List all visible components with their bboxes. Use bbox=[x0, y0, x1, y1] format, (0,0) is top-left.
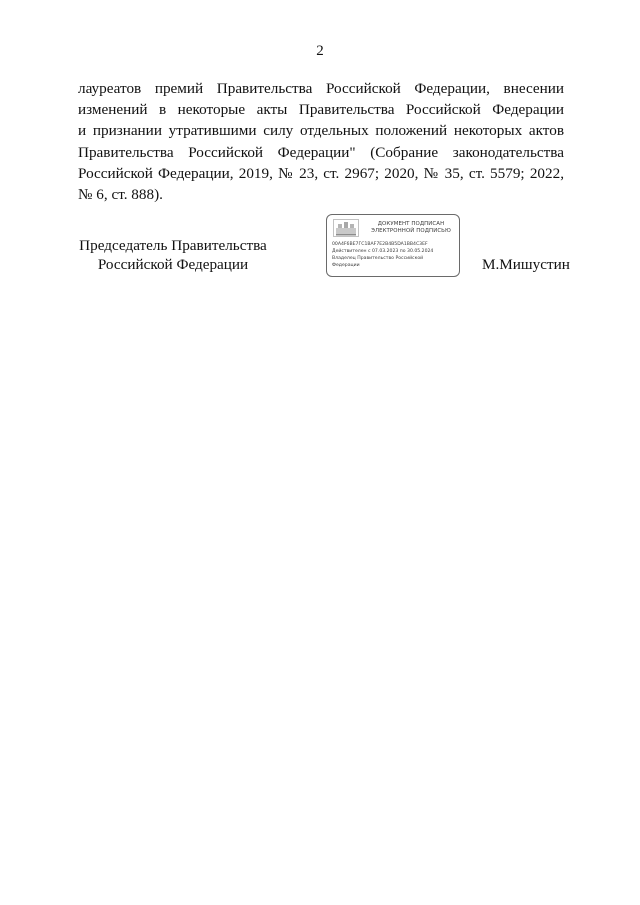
signatory-position-line: Российской Федерации bbox=[97, 256, 249, 273]
page-number: 2 bbox=[316, 43, 324, 59]
e-signature-stamp bbox=[326, 214, 460, 277]
body-line: лауреатов премий Правительства Российской Федерации, внесении bbox=[78, 80, 564, 97]
stamp-certificate: 00A4F6BE7ГС1BAF7E2B4B5DA1BB4C3EF bbox=[332, 242, 428, 247]
state-emblem-icon bbox=[333, 219, 359, 237]
body-line: и признании утратившими силу отдельных положений некоторых актов bbox=[78, 122, 564, 140]
body-line: Правительства Российской Федерации" (Собрание законодательства bbox=[78, 143, 564, 161]
stamp-owner: Владелец Правительство Российской bbox=[332, 256, 424, 261]
signer-name: М.Мишустин bbox=[482, 256, 570, 273]
signatory-position bbox=[78, 236, 268, 274]
stamp-owner: Федерации bbox=[332, 263, 360, 268]
body-paragraph bbox=[78, 78, 564, 205]
body-line: изменений в некоторые акты Правительства Российской Федерации bbox=[78, 101, 564, 119]
stamp-title-line: ДОКУМЕНТ ПОДПИСАН bbox=[377, 221, 445, 227]
stamp-details bbox=[332, 241, 457, 269]
stamp-title-line: ЭЛЕКТРОННОЙ ПОДПИСЬЮ bbox=[371, 228, 451, 234]
body-line: № 6, ст. 888). bbox=[78, 186, 163, 204]
signatory-position-line: Председатель Правительства bbox=[79, 237, 267, 254]
stamp-validity: Действителен с 07.03.2023 по 30.05.2024 bbox=[332, 249, 434, 254]
body-line: Российской Федерации, 2019, № 23, ст. 2967; 2020, № 35, ст. 5579; 2022, bbox=[78, 164, 564, 182]
stamp-title bbox=[365, 221, 457, 235]
